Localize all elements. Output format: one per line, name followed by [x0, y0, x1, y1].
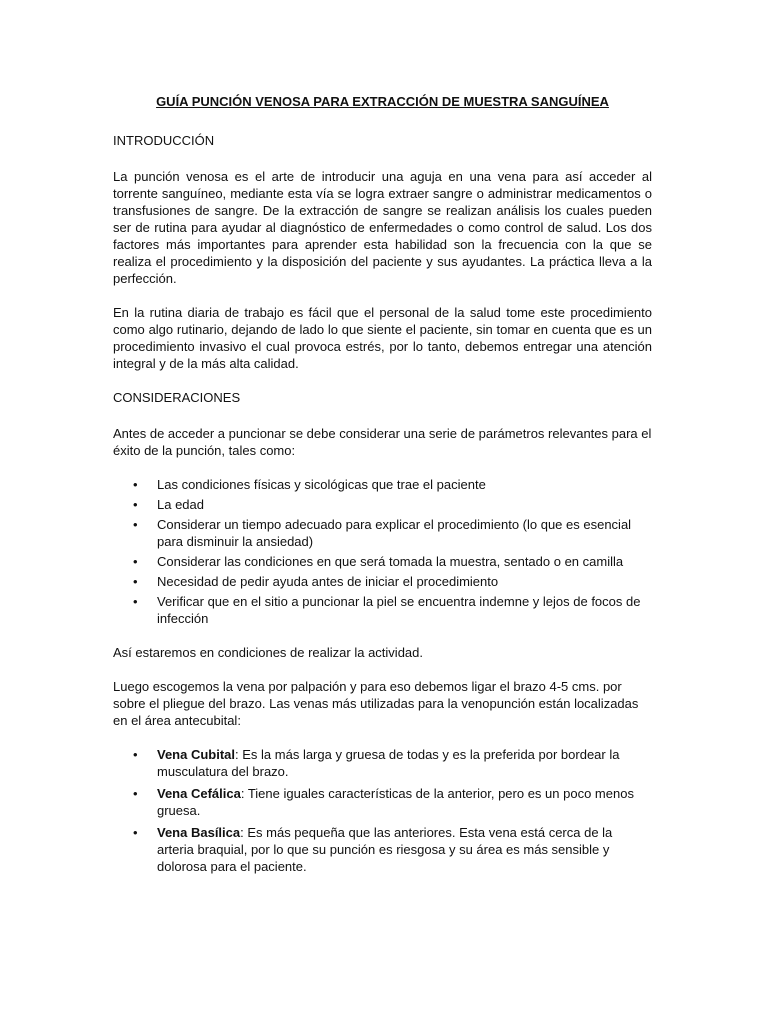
vein-term: Vena Basílica [157, 825, 241, 840]
intro-paragraph-1: La punción venosa es el arte de introducir una aguja en una vena para así acceder al torrente sanguíneo, mediante esta vía se logra extraer sangre o administrar medicamentos o transfusiones de sangre. De la extracción de sangre se realizan análisis los cuales pueden ser de rutina para ayudar al diagnóstico de enfermedades o como control de salud. Los dos factores más importantes para aprender esta habilidad son la frecuencia con la que se realiza el procedimiento y la disposición del paciente y sus ayudantes. La práctica lleva a la perfección. [113, 169, 652, 286]
list-item [113, 496, 652, 513]
list-item-text: Verificar que en el sitio a puncionar la piel se encuentra indemne y lejos de focos de infección [157, 594, 641, 626]
vein-description: : Es más pequeña que las anteriores. Esta vena está cerca de la arteria braquial, por lo que su punción es riesgosa y su área es más sensible y dolorosa para el paciente. [157, 825, 613, 874]
bullet-icon: • [133, 517, 138, 532]
considerations-heading: CONSIDERACIONES [113, 390, 241, 405]
bullet-icon: • [133, 747, 138, 762]
bullet-icon: • [133, 477, 138, 492]
bullet-icon: • [133, 497, 138, 512]
list-item-text: La edad [157, 497, 204, 512]
list-item-text: Considerar un tiempo adecuado para explicar el procedimiento (lo que es esencial para disminuir la ansiedad) [157, 517, 632, 549]
bullet-icon: • [133, 594, 138, 609]
intro-heading: INTRODUCCIÓN [113, 133, 215, 148]
document-body [113, 93, 652, 892]
list-item [113, 476, 652, 493]
bullet-icon: • [133, 554, 138, 569]
bullet-icon: • [133, 574, 138, 589]
veins-list [113, 746, 652, 875]
bullet-icon: • [133, 786, 138, 801]
list-item-text: Considerar las condiciones en que será tomada la muestra, sentado o en camilla [157, 554, 624, 569]
intro-paragraph-2: En la rutina diaria de trabajo es fácil que el personal de la salud tome este procedimiento como algo rutinario, dejando de lado lo que siente el paciente, sin tomar en cuenta que es un procedimiento invasivo el cual provoca estrés, por lo tanto, debemos entregar una atención integral y de la más alta calidad. [113, 305, 652, 371]
closing-line: Así estaremos en condiciones de realizar la actividad. [113, 645, 423, 660]
list-item [113, 785, 652, 819]
list-item [113, 573, 652, 590]
page-title: GUÍA PUNCIÓN VENOSA PARA EXTRACCIÓN DE MUESTRA SANGUÍNEA [156, 94, 609, 109]
list-item [113, 746, 652, 780]
list-item-text: Necesidad de pedir ayuda antes de iniciar el procedimiento [157, 574, 499, 589]
bullet-icon: • [133, 825, 138, 840]
considerations-list [113, 476, 652, 627]
list-item [113, 516, 652, 550]
vein-description: : Es la más larga y gruesa de todas y es la preferida por bordear la musculatura del brazo. [157, 747, 620, 779]
vein-term: Vena Cubital [157, 747, 236, 762]
veins-intro: Luego escogemos la vena por palpación y para eso debemos ligar el brazo 4-5 cms. por sobre el pliegue del brazo. Las venas más utilizadas para la venopunción están localizadas en el área antecubital: [113, 679, 639, 728]
list-item [113, 593, 652, 627]
list-item [113, 553, 652, 570]
vein-description: : Tiene iguales características de la anterior, pero es un poco menos gruesa. [157, 786, 634, 818]
vein-term: Vena Cefálica [157, 786, 241, 801]
list-item-text: Las condiciones físicas y sicológicas que trae el paciente [157, 477, 486, 492]
list-item [113, 824, 652, 875]
considerations-intro: Antes de acceder a puncionar se debe considerar una serie de parámetros relevantes para el éxito de la punción, tales como: [113, 426, 652, 458]
